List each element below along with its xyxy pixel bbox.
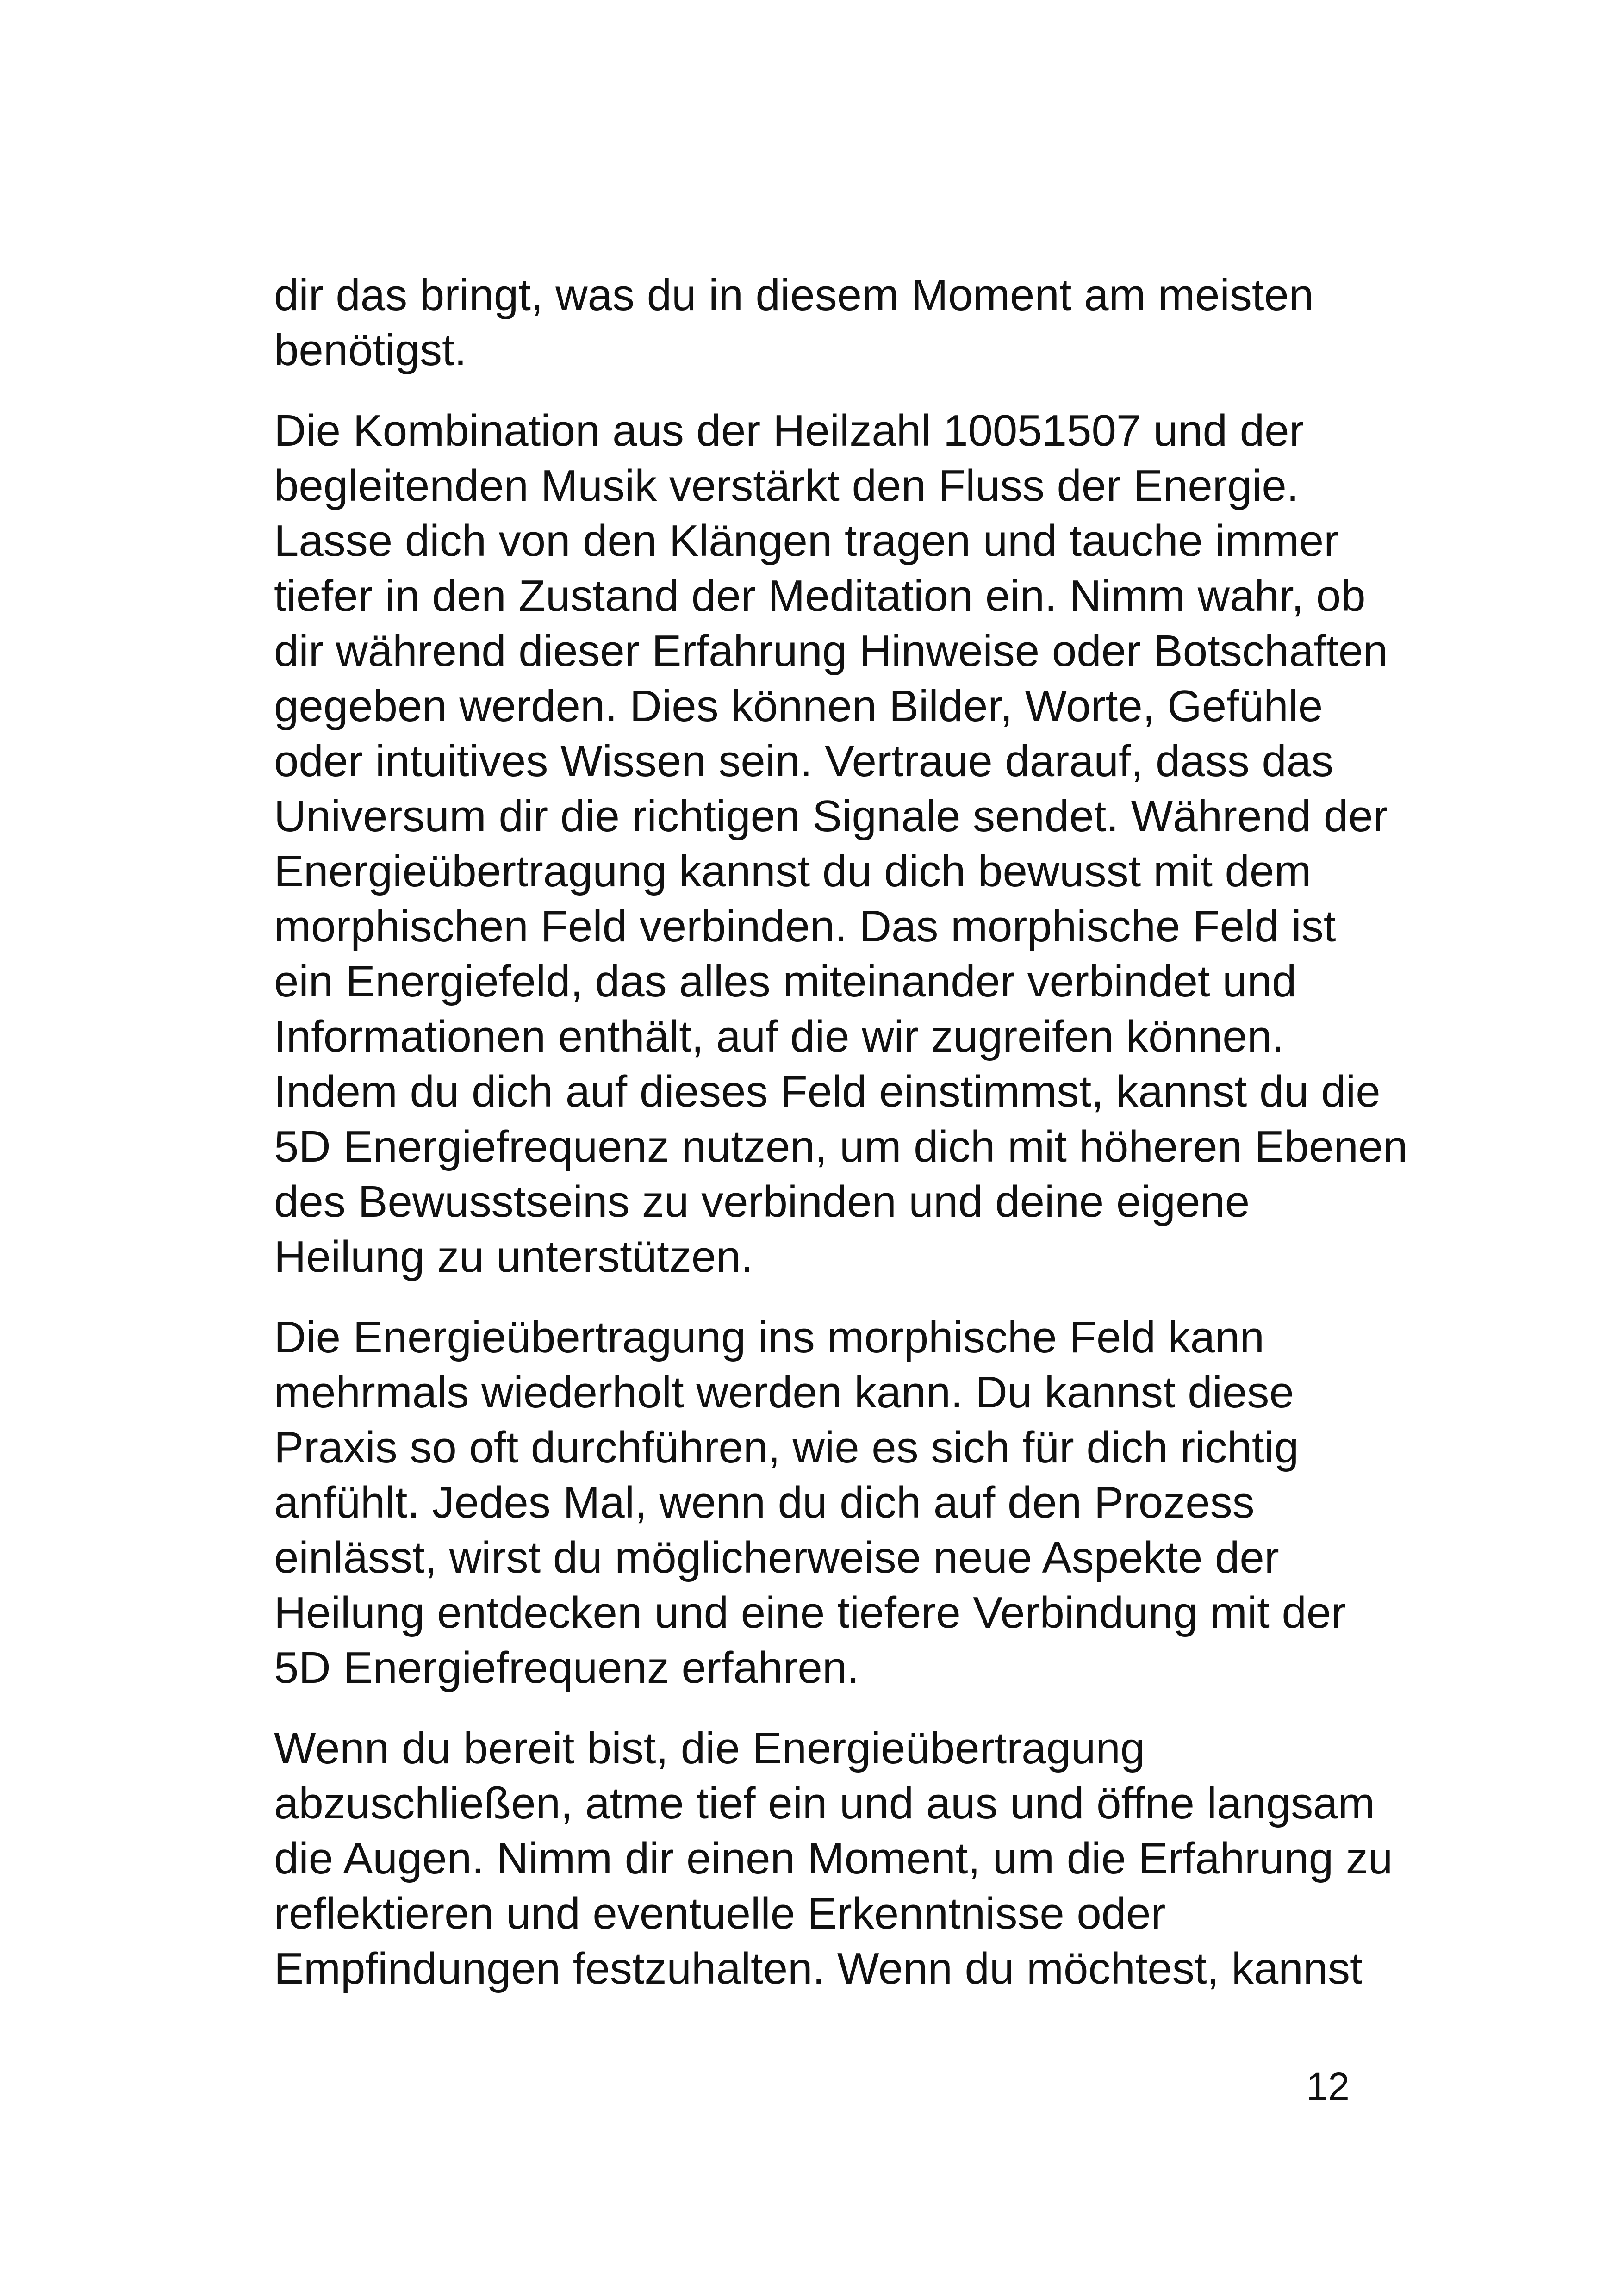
text-line: Heilung entdecken und eine tiefere Verbindung mit der (274, 1588, 1346, 1637)
text-line: einlässt, wirst du möglicherweise neue Aspekte der (274, 1533, 1279, 1582)
text-line: Heilung zu unterstützen. (274, 1232, 753, 1282)
text-line: anfühlt. Jedes Mal, wenn du dich auf den Prozess (274, 1478, 1255, 1527)
paragraph (274, 268, 1348, 378)
text-line: mehrmals wiederholt werden kann. Du kannst diese (274, 1368, 1294, 1417)
paragraph (274, 1310, 1348, 1695)
text-line: Lasse dich von den Klängen tragen und tauche immer (274, 516, 1339, 566)
paragraph (274, 1721, 1393, 1996)
text-line: ein Energiefeld, das alles miteinander verbindet und (274, 957, 1297, 1006)
text-line: tiefer in den Zustand der Meditation ein. Nimm wahr, ob (274, 571, 1366, 621)
text-line: Universum dir die richtigen Signale sendet. Während der (274, 791, 1388, 841)
body-text (274, 268, 1408, 1996)
paragraph (274, 403, 1408, 1284)
text-line: dir das bringt, was du in diesem Moment am meisten (274, 270, 1314, 320)
text-line: begleitenden Musik verstärkt den Fluss der Energie. (274, 461, 1299, 510)
page-number: 12 (1306, 2065, 1350, 2108)
text-line: morphischen Feld verbinden. Das morphische Feld ist (274, 902, 1336, 951)
text-line: dir während dieser Erfahrung Hinweise oder Botschaften (274, 626, 1388, 676)
text-line: Empfindungen festzuhalten. Wenn du möchtest, kannst (274, 1944, 1363, 1993)
text-line: Informationen enthält, auf die wir zugreifen können. (274, 1012, 1284, 1061)
text-line: abzuschließen, atme tief ein und aus und öffne langsam (274, 1779, 1375, 1828)
text-line: reflektieren und eventuelle Erkenntnisse oder (274, 1889, 1166, 1938)
text-line: 5D Energiefrequenz erfahren. (274, 1643, 859, 1692)
text-line: benötigst. (274, 325, 467, 375)
text-line: Die Energieübertragung ins morphische Feld kann (274, 1313, 1264, 1362)
text-line: oder intuitives Wissen sein. Vertraue darauf, dass das (274, 736, 1334, 786)
text-line: Die Kombination aus der Heilzahl 10051507 und der (274, 406, 1304, 455)
text-line: Energieübertragung kannst du dich bewusst mit dem (274, 846, 1312, 896)
text-line: gegeben werden. Dies können Bilder, Worte, Gefühle (274, 681, 1323, 731)
text-line: Indem du dich auf dieses Feld einstimmst, kannst du die (274, 1067, 1381, 1116)
text-line: 5D Energiefrequenz nutzen, um dich mit höheren Ebenen (274, 1122, 1408, 1171)
text-line: die Augen. Nimm dir einen Moment, um die Erfahrung zu (274, 1834, 1393, 1883)
text-line: Wenn du bereit bist, die Energieübertragung (274, 1724, 1145, 1773)
text-line: Praxis so oft durchführen, wie es sich für dich richtig (274, 1423, 1299, 1472)
text-line: des Bewusstseins zu verbinden und deine eigene (274, 1177, 1250, 1226)
